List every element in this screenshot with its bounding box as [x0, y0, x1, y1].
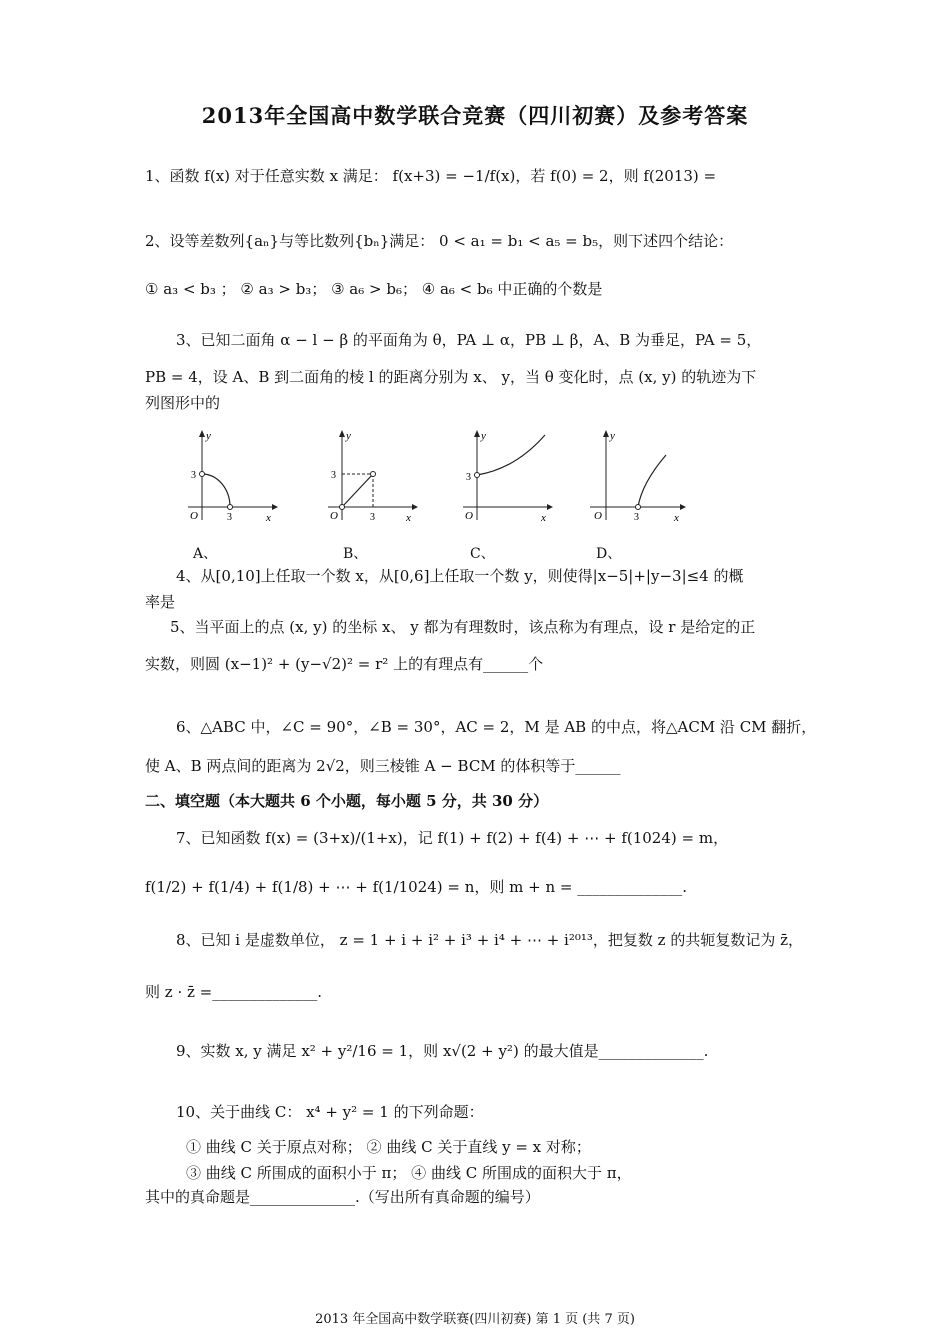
y-label: y — [206, 430, 211, 442]
origin-label: O — [594, 510, 602, 522]
option-b-label: B、 — [343, 546, 368, 562]
y-label: y — [481, 430, 486, 442]
section-2-heading: 二、填空题（本大题共 6 个小题，每小题 5 分，共 30 分） — [145, 792, 549, 810]
question-9: 9、实数 x, y 满足 x² + y²/16 = 1，则 x√(2 + y²) 的最大值是______________. — [176, 1042, 709, 1060]
page-footer: 2013 年全国高中数学联赛(四川初赛) 第 1 页 (共 7 页) — [315, 1312, 635, 1327]
tick-label: 3 — [331, 470, 336, 481]
tick-label: 3 — [634, 512, 639, 523]
graph-b — [320, 425, 420, 525]
tick-label: 3 — [466, 472, 471, 483]
question-10-options-1: ① 曲线 C 关于原点对称； ② 曲线 C 关于直线 y = x 对称； — [186, 1138, 591, 1156]
open-point — [371, 472, 376, 477]
question-7-line1: 7、已知函数 f(x) = (3+x)/(1+x)，记 f(1) + f(2) + f(4) + ⋯ + f(1024) = m， — [176, 829, 729, 847]
option-c-label: C、 — [470, 546, 495, 562]
question-8-line2: 则 z · z̄ =______________. — [145, 983, 322, 1001]
question-8-line1: 8、已知 i 是虚数单位， z = 1 + i + i² + i³ + i⁴ + ⋯ + i²⁰¹³，把复数 z 的共轭复数记为 z̄， — [176, 931, 804, 949]
diagonal-segment — [342, 474, 373, 507]
question-10-options-2: ③ 曲线 C 所围成的面积小于 π； ④ 曲线 C 所围成的面积大于 π， — [186, 1164, 632, 1182]
question-3-line2: PB = 4，设 A、B 到二面角的棱 l 的距离分别为 x、 y，当 θ 变化时，点 (x, y) 的轨迹为下 — [145, 368, 757, 386]
option-d-label: D、 — [596, 546, 622, 562]
quarter-arc — [202, 474, 230, 507]
y-axis-arrow — [339, 430, 345, 437]
y-axis-arrow — [603, 430, 609, 437]
graph-d — [588, 425, 688, 525]
question-6-line1: 6、△ABC 中，∠C = 90°，∠B = 30°，AC = 2，M 是 AB 的中点，将△ACM 沿 CM 翻折， — [176, 718, 817, 736]
tick-label: 3 — [191, 470, 196, 481]
x-axis-arrow — [272, 504, 278, 510]
question-3-line3: 列图形中的 — [145, 394, 221, 412]
open-point — [340, 505, 345, 510]
question-3-line1: 3、已知二面角 α − l − β 的平面角为 θ，PA ⊥ α，PB ⊥ β，A、B 为垂足，PA = 5， — [176, 331, 762, 349]
y-axis-arrow — [199, 430, 205, 437]
question-2-options: ① a₃ < b₃ ； ② a₃ > b₃； ③ a₆ > b₆； ④ a₆ < b₆ 中正确的个数是 — [145, 280, 603, 298]
page-title: 2013年全国高中数学联合竞赛（四川初赛）及参考答案 — [201, 103, 749, 128]
x-label: x — [266, 512, 271, 524]
x-axis-arrow — [547, 504, 553, 510]
question-2-stem: 2、设等差数列{aₙ}与等比数列{bₙ}满足： 0 < a₁ = b₁ < a₅ = b₅，则下述四个结论： — [145, 232, 734, 250]
origin-label: O — [330, 510, 338, 522]
y-label: y — [346, 430, 351, 442]
graph-c — [455, 425, 555, 525]
question-10-stem: 10、关于曲线 C： x⁴ + y² = 1 的下列命题： — [176, 1103, 484, 1121]
open-point — [228, 505, 233, 510]
origin-label: O — [190, 510, 198, 522]
open-point — [475, 473, 480, 478]
y-label: y — [610, 430, 615, 442]
x-axis-arrow — [680, 504, 686, 510]
question-5-line1: 5、当平面上的点 (x, y) 的坐标 x、 y 都为有理数时，该点称为有理点，设 r 是给定的正 — [170, 618, 756, 636]
question-1: 1、函数 f(x) 对于任意实数 x 满足： f(x+3) = −1/f(x)，若 f(0) = 2，则 f(2013) = — [145, 167, 717, 185]
x-label: x — [674, 512, 679, 524]
open-point — [636, 505, 641, 510]
x-label: x — [541, 512, 546, 524]
question-10-answer-line: 其中的真命题是______________.（写出所有真命题的编号） — [145, 1188, 540, 1206]
graph-a — [180, 425, 280, 525]
y-axis-arrow — [474, 430, 480, 437]
question-5-line2: 实数，则圆 (x−1)² + (y−√2)² = r² 上的有理点有______个 — [145, 655, 544, 673]
rising-curve — [638, 455, 666, 507]
x-label: x — [406, 512, 411, 524]
tick-label: 3 — [227, 512, 232, 523]
open-point — [200, 472, 205, 477]
question-6-line2: 使 A、B 两点间的距离为 2√2，则三棱锥 A − BCM 的体积等于______ — [145, 757, 621, 775]
rising-curve — [477, 435, 545, 475]
question-4-line1: 4、从[0,10]上任取一个数 x，从[0,6]上任取一个数 y，则使得|x−5|+|y−3|≤4 的概 — [176, 567, 744, 585]
option-a-label: A、 — [193, 546, 218, 562]
x-axis-arrow — [412, 504, 418, 510]
question-7-line2: f(1/2) + f(1/4) + f(1/8) + ⋯ + f(1/1024) = n，则 m + n = ______________. — [145, 878, 688, 896]
question-4-line2: 率是 — [145, 593, 176, 611]
origin-label: O — [465, 510, 473, 522]
tick-label: 3 — [370, 512, 375, 523]
